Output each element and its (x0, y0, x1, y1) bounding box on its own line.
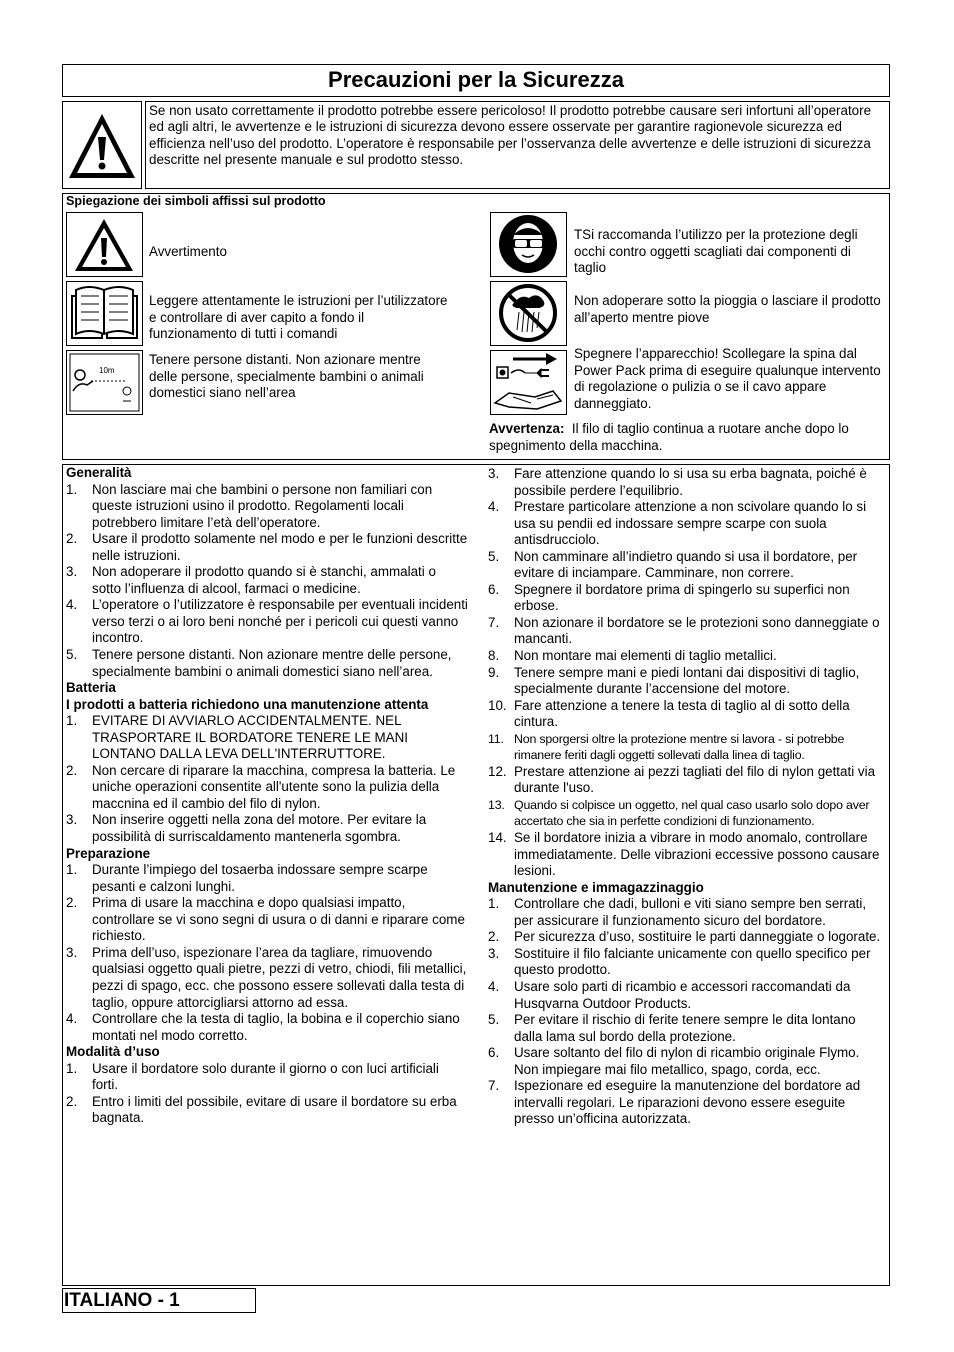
section-heading-manutenzione: Manutenzione e immagazzinaggio (488, 879, 704, 895)
list-item (66, 812, 468, 845)
list-item-number: 5. (488, 548, 500, 564)
list-item-text: Usare soltanto del filo di nylon di ricambio originale Flymo. Non impiegare mai filo metallico, spago, corda, ecc. (514, 1045, 860, 1077)
list-item-text: Ispezionare ed eseguire la manutenzione del bordatore ad intervalli regolari. Le riparazioni devono essere eseguite presso un’officina autorizzata. (514, 1078, 861, 1127)
list-item-number: 4. (488, 499, 500, 515)
symbol-distance-frame (66, 350, 143, 415)
list-item (488, 979, 886, 1012)
list-item-text: Usare il bordatore solo durante il giorno o con luci artificiali forti. (92, 1060, 439, 1093)
list-item-text: Per sicurezza d’uso, sostituire le parti danneggiate o logorate. (514, 929, 881, 945)
list-item-number: 4. (66, 597, 78, 613)
list-item-text: Prima dell’uso, ispezionare l’area da tagliare, rimuovendo qualsiasi oggetto quali pietre, pezzi di vetro, chiodi, fili metallici, pezzi di spago, ecc. che possono essere sollevati dalla testa di taglio, oppure attorcigliarsi attorno ad essa. (92, 944, 467, 1010)
list-item-text: Per evitare il rischio di ferite tenere sempre le dita lontano dalla lama sul bordo della protezione. (514, 1012, 856, 1044)
list-item-number: 2. (488, 929, 500, 945)
list-item-number: 3. (66, 812, 78, 828)
list-item-text: Quando si colpisce un oggetto, nel qual caso usarlo solo dopo aver accertato che sia in perfette condizioni di funzionamento. (514, 797, 870, 829)
list-item-number: 3. (488, 945, 500, 961)
warning-icon-box (62, 101, 142, 189)
symbol-unplug-text: Spegnere l’apparecchio! Scollegare la spina dal Power Pack prima di eseguire qualunque intervento di regolazione o pulizia o se il cavo appare danneggiato. (574, 346, 881, 411)
list-item-text: Prima di usare la macchina e dopo qualsiasi impatto, controllare se vi sono segni di usura o di danni e riparare come richiesto. (92, 895, 465, 944)
list-item-text: Non lasciare mai che bambini o persone non familiari con queste istruzioni usino il prodotto. Regolamenti locali potrebbero limitare l’età dell’operatore. (92, 481, 433, 530)
list-item-number: 6. (488, 581, 500, 597)
list-item (66, 713, 468, 763)
section-heading-batteria: Batteria (66, 680, 116, 696)
list-item-text: Spegnere il bordatore prima di spingerlo su superfici non erbose. (514, 581, 850, 614)
trimmer-warning (489, 421, 884, 454)
symbol-unplug-frame (490, 350, 567, 415)
list-item (488, 1045, 886, 1078)
list-item-text: L’operatore o l’utilizzatore è responsabile per eventuali incidenti verso terzi o ai loro beni nonché per i pericoli cui questi vanno incontro. (92, 597, 468, 646)
list-item (488, 731, 886, 764)
list-item (488, 946, 886, 979)
eye-protection-icon (491, 213, 566, 276)
list-item (66, 763, 468, 813)
modalita-continued-list (488, 466, 886, 880)
list-item-text: Tenere persone distanti. Non azionare mentre delle persone, specialmente bambini o animali domestici siano nell’area. (92, 647, 452, 679)
list-item-number: 7. (488, 1078, 500, 1094)
list-item (488, 466, 886, 499)
list-item (488, 797, 886, 830)
list-item-number: 10. (488, 697, 507, 713)
right-column (488, 466, 886, 1128)
list-item (488, 1078, 886, 1128)
symbol-distance-text: Tenere persone distanti. Non azionare mentre delle persone, specialmente bambini o animali domestici siano nell’area (149, 352, 424, 400)
list-item (66, 597, 468, 647)
list-item (488, 615, 886, 648)
symbol-eye-text: TSi raccomanda l’utilizzo per la protezione degli occhi contro oggetti scagliati dai componenti di taglio (574, 227, 858, 275)
section-heading-generalita: Generalità (66, 465, 132, 480)
no-rain-icon (491, 282, 566, 345)
intro-text: Se non usato correttamente il prodotto potrebbe essere pericoloso! Il prodotto potrebbe causare seri infortuni all’operatore ed agli altri, le avvertenze e le istruzioni di sicurezza devono essere osservate per garantire ragionevole sicurezza ed efficienza nell’uso del prodotto. L’operatore è responsabile per l’osservanza delle avvertenze e delle istruzioni di sicurezza descritte nel presente manuale e sul prodotto stesso. (149, 103, 872, 167)
list-item-number: 5. (488, 1012, 500, 1028)
list-item-number: 11. (488, 731, 504, 746)
intro-box (145, 101, 890, 189)
page-title-box (62, 64, 890, 97)
list-item-number: 6. (488, 1045, 500, 1061)
list-item-text: Non inserire oggetti nella zona del motore. Per evitare la possibilità di surriscaldamento mantenerla sgombra. (92, 812, 427, 845)
trimmer-warning-text: Il filo di taglio continua a ruotare anche dopo lo spegnimento della macchina. (489, 421, 853, 453)
keep-distance-icon (67, 351, 142, 414)
list-item-number: 4. (66, 1011, 78, 1027)
read-manual-icon (67, 282, 142, 345)
page-footer: ITALIANO - 1 (64, 1290, 180, 1311)
symbol-manual-frame (66, 281, 143, 346)
list-item-number: 1. (66, 481, 78, 497)
list-item-text: Tenere sempre mani e piedi lontani dai dispositivi di taglio, specialmente durante l’accensione del motore. (514, 664, 860, 697)
list-item-text: EVITARE DI AVVIARLO ACCIDENTALMENTE. NEL TRASPORTARE IL BORDATORE TENERE LE MANI LONTANO DALLA LEVA DELL'INTERRUTTORE. (92, 713, 408, 762)
list-item (66, 647, 468, 680)
list-item-number: 1. (488, 896, 500, 912)
list-item (66, 895, 468, 945)
svg-text:10m: 10m (99, 366, 115, 375)
list-item (66, 945, 468, 1011)
generalita-list (66, 482, 468, 681)
list-item (488, 929, 886, 946)
list-item (488, 499, 886, 549)
list-item (66, 1061, 468, 1094)
list-item (66, 862, 468, 895)
modalita-list (66, 1061, 468, 1127)
list-item-number: 2. (66, 895, 78, 911)
trimmer-warning-label: Avvertenza: (489, 421, 565, 436)
list-item-text: Controllare che dadi, bulloni e viti siano sempre ben serrati, per assicurare il funzionamento sicuro del bordatore. (514, 896, 867, 928)
symbols-heading: Spiegazione dei simboli affissi sul prodotto (66, 194, 326, 208)
symbol-warning-text: Avvertimento (149, 244, 227, 259)
list-item-text: Non adoperare il prodotto quando si è stanchi, ammalati o sotto l’influenza di alcool, farmaci o medicine. (92, 564, 436, 596)
list-item-number: 1. (66, 713, 78, 729)
list-item-number: 4. (488, 978, 500, 994)
list-item-text: Non cercare di riparare la macchina, compresa la batteria. Le uniche operazioni consentite all'utente sono la pulizia della maccnina ed il cambio del filo di nylon. (92, 762, 456, 811)
unplug-icon (491, 351, 566, 414)
list-item (488, 665, 886, 698)
list-item (488, 698, 886, 731)
list-item-number: 9. (488, 664, 500, 680)
symbol-rain-frame (490, 281, 567, 346)
list-item-number: 13. (488, 797, 505, 812)
list-item (488, 648, 886, 665)
list-item-text: Sostituire il filo falciante unicamente con quello specifico per questo prodotto. (514, 945, 871, 978)
list-item (488, 830, 886, 880)
list-item (66, 531, 468, 564)
list-item (488, 549, 886, 582)
list-item-number: 1. (66, 1060, 78, 1076)
list-item-text: Non sporgersi oltre la protezione mentre si lavora - si potrebbe rimanere feriti dagli oggetti sollevati dalla linea di taglio. (514, 731, 845, 763)
list-item (66, 1094, 468, 1127)
list-item (488, 896, 886, 929)
list-item-number: 2. (66, 1093, 78, 1109)
list-item (488, 582, 886, 615)
list-item-text: Controllare che la testa di taglio, la bobina e il coperchio siano montati nel modo corretto. (92, 1011, 460, 1043)
list-item-text: Fare attenzione quando lo si usa su erba bagnata, poiché è possibile perdere l’equilibrio. (514, 466, 867, 498)
symbol-eye-frame (490, 212, 567, 277)
list-item-text: Non azionare il bordatore se le protezioni sono danneggiate o mancanti. (514, 614, 880, 647)
list-item-number: 2. (66, 531, 78, 547)
warning-triangle-icon (63, 102, 141, 188)
list-item (488, 1012, 886, 1045)
list-item-text: Non camminare all’indietro quando si usa il bordatore, per evitare di inciampare. Camminare, non correre. (514, 548, 858, 581)
footer-box (62, 1288, 256, 1313)
symbol-rain-text: Non adoperare sotto la pioggia o lasciare il prodotto all’aperto mentre piove (574, 293, 881, 325)
list-item-text: Usare solo parti di ricambio e accessori raccomandati da Husqvarna Outdoor Products. (514, 978, 851, 1011)
list-item-number: 12. (488, 763, 507, 779)
page-title: Precauzioni per la Sicurezza (328, 67, 624, 92)
list-item-text: Prestare particolare attenzione a non scivolare quando lo si usa su pendii ed indossare sempre scarpe con suola antisdrucciolo. (514, 499, 867, 548)
list-item-number: 3. (66, 944, 78, 960)
symbol-warning-frame (66, 212, 143, 277)
list-item-text: Entro i limiti del possibile, evitare di usare il bordatore su erba bagnata. (92, 1093, 457, 1126)
section-heading-modalita: Modalità d’uso (66, 1044, 160, 1060)
list-item (66, 1011, 468, 1044)
list-item-number: 5. (66, 647, 78, 663)
list-item-text: Se il bordatore inizia a vibrare in modo anomalo, controllare immediatamente. Delle vibrazioni eccessive possono causare lesioni. (514, 830, 880, 879)
list-item-text: Non montare mai elementi di taglio metallici. (514, 648, 777, 664)
list-item-number: 8. (488, 648, 500, 664)
list-item-number: 7. (488, 614, 500, 630)
list-item-text: Fare attenzione a tenere la testa di taglio al di sotto della cintura. (514, 697, 850, 730)
list-item-number: 1. (66, 862, 78, 878)
list-item-text: Prestare attenzione ai pezzi tagliati del filo di nylon gettati via durante l'uso. (514, 763, 876, 796)
preparazione-list (66, 862, 468, 1044)
batteria-list (66, 713, 468, 845)
list-item-number: 2. (66, 762, 78, 778)
warning-triangle-icon (67, 213, 142, 276)
list-item-number: 3. (66, 564, 78, 580)
list-item (66, 564, 468, 597)
section-heading-preparazione: Preparazione (66, 845, 151, 861)
manutenzione-list (488, 896, 886, 1128)
list-item-text: Durante l’impiego del tosaerba indossare sempre scarpe pesanti e calzoni lunghi. (92, 862, 428, 894)
section-subheading-batteria: I prodotti a batteria richiedono una manutenzione attenta (66, 696, 429, 712)
list-item-number: 14. (488, 830, 507, 846)
list-item-text: Usare il prodotto solamente nel modo e per le funzioni descritte nelle istruzioni. (92, 531, 468, 563)
list-item-number: 3. (488, 466, 500, 481)
list-item (488, 764, 886, 797)
left-column (66, 465, 468, 1127)
symbol-manual-text: Leggere attentamente le istruzioni per l’utilizzatore e controllare di aver capito a fondo il funzionamento di tutti i comandi (149, 293, 448, 341)
list-item (66, 482, 468, 532)
